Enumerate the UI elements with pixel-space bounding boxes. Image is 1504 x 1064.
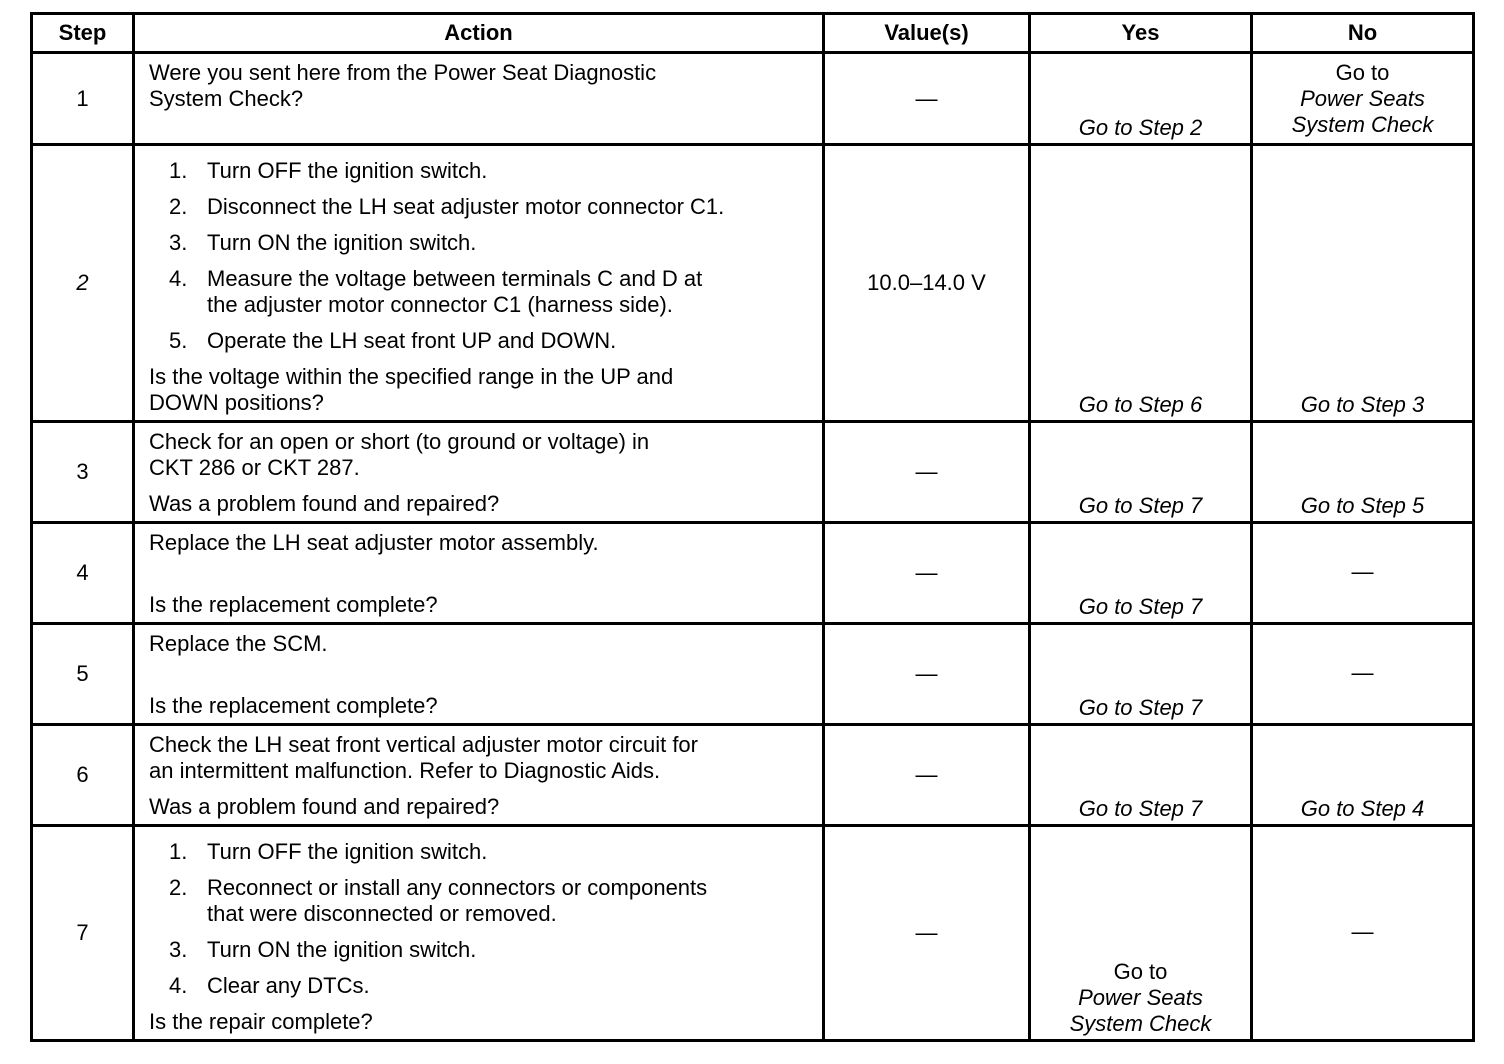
instruction-list bbox=[149, 158, 812, 354]
step-number: 6 bbox=[32, 725, 134, 826]
no-link-step-3[interactable]: Go to Step 3 bbox=[1252, 145, 1474, 422]
instruction-item: 1. Turn OFF the ignition switch. bbox=[169, 158, 488, 183]
action-cell bbox=[134, 422, 824, 523]
header-action: Action bbox=[134, 14, 824, 53]
header-no: No bbox=[1252, 14, 1474, 53]
action-cell bbox=[134, 145, 824, 422]
action-line: Check for an open or short (to ground or voltage) in bbox=[149, 429, 650, 454]
question-line: Was a problem found and repaired? bbox=[149, 491, 500, 516]
header-row bbox=[32, 14, 1474, 53]
question-line: Is the repair complete? bbox=[149, 1009, 373, 1034]
question-line: DOWN positions? bbox=[149, 390, 324, 415]
yes-link-step-2[interactable]: Go to Step 2 bbox=[1030, 53, 1252, 145]
instruction-list bbox=[149, 839, 812, 999]
question-line: Is the replacement complete? bbox=[149, 592, 438, 617]
instruction-item: 4. Clear any DTCs. bbox=[169, 973, 370, 998]
no-cell: — bbox=[1252, 826, 1474, 1041]
value-cell: 10.0–14.0 V bbox=[824, 145, 1030, 422]
value-cell: — bbox=[824, 523, 1030, 624]
table-row-3 bbox=[32, 422, 1474, 523]
question-line: Is the voltage within the specified range in the UP and bbox=[149, 364, 674, 389]
table-row-2 bbox=[32, 145, 1474, 422]
table-row-1 bbox=[32, 53, 1474, 145]
yes-link-step-7[interactable]: Go to Step 7 bbox=[1030, 624, 1252, 725]
action-line: Were you sent here from the Power Seat Diagnostic bbox=[149, 60, 657, 85]
value-cell: — bbox=[824, 624, 1030, 725]
no-target-line: Power Seats bbox=[1300, 86, 1425, 111]
no-link-power-seats-system-check[interactable] bbox=[1252, 53, 1474, 145]
step-number: 7 bbox=[32, 826, 134, 1041]
action-cell bbox=[134, 53, 824, 145]
table-row-7 bbox=[32, 826, 1474, 1041]
table-row-5 bbox=[32, 624, 1474, 725]
no-cell: — bbox=[1252, 624, 1474, 725]
action-cell bbox=[134, 523, 824, 624]
instruction-item: 4. Measure the voltage between terminals C and D at the adjuster motor connector C1 (harness side). bbox=[169, 266, 703, 317]
question-line: Was a problem found and repaired? bbox=[149, 794, 500, 819]
instruction-item: 2. Disconnect the LH seat adjuster motor connector C1. bbox=[169, 194, 725, 219]
no-cell: — bbox=[1252, 523, 1474, 624]
yes-target-line: Power Seats bbox=[1078, 985, 1203, 1010]
instruction-item: 5. Operate the LH seat front UP and DOWN. bbox=[169, 328, 617, 353]
yes-link-power-seats-system-check[interactable] bbox=[1030, 826, 1252, 1041]
yes-link-step-7[interactable]: Go to Step 7 bbox=[1030, 523, 1252, 624]
yes-link-step-7[interactable]: Go to Step 7 bbox=[1030, 422, 1252, 523]
table-row-4 bbox=[32, 523, 1474, 624]
header-values: Value(s) bbox=[824, 14, 1030, 53]
instruction-item: 2. Reconnect or install any connectors or components that were disconnected or removed. bbox=[169, 875, 708, 926]
step-number: 3 bbox=[32, 422, 134, 523]
yes-link-step-7[interactable]: Go to Step 7 bbox=[1030, 725, 1252, 826]
value-cell: — bbox=[824, 53, 1030, 145]
yes-link-step-6[interactable]: Go to Step 6 bbox=[1030, 145, 1252, 422]
no-link-step-4[interactable]: Go to Step 4 bbox=[1252, 725, 1474, 826]
step-number: 5 bbox=[32, 624, 134, 725]
instruction-item: 3. Turn ON the ignition switch. bbox=[169, 230, 477, 255]
question-line: Is the replacement complete? bbox=[149, 693, 438, 718]
instruction-item: 3. Turn ON the ignition switch. bbox=[169, 937, 477, 962]
action-line: CKT 286 or CKT 287. bbox=[149, 455, 360, 480]
step-number: 2 bbox=[32, 145, 134, 422]
no-target-line: System Check bbox=[1291, 112, 1434, 137]
value-cell: — bbox=[824, 826, 1030, 1041]
instruction-item: 1. Turn OFF the ignition switch. bbox=[169, 839, 488, 864]
value-cell: — bbox=[824, 422, 1030, 523]
diagnostic-table bbox=[30, 12, 1475, 1042]
yes-target-line: System Check bbox=[1069, 1011, 1212, 1036]
header-yes: Yes bbox=[1030, 14, 1252, 53]
action-cell bbox=[134, 725, 824, 826]
action-line: Replace the LH seat adjuster motor assembly. bbox=[149, 530, 599, 555]
yes-lead: Go to bbox=[1113, 959, 1168, 984]
value-cell: — bbox=[824, 725, 1030, 826]
action-cell bbox=[134, 826, 824, 1041]
action-line: Check the LH seat front vertical adjuster motor circuit for bbox=[149, 732, 698, 757]
action-line: an intermittent malfunction. Refer to Diagnostic Aids. bbox=[149, 758, 661, 783]
no-lead: Go to bbox=[1335, 60, 1390, 85]
no-link-step-5[interactable]: Go to Step 5 bbox=[1252, 422, 1474, 523]
header-step: Step bbox=[32, 14, 134, 53]
table-row-6 bbox=[32, 725, 1474, 826]
step-number: 1 bbox=[32, 53, 134, 145]
action-cell bbox=[134, 624, 824, 725]
action-line: System Check? bbox=[149, 86, 304, 111]
action-line: Replace the SCM. bbox=[149, 631, 328, 656]
step-number: 4 bbox=[32, 523, 134, 624]
